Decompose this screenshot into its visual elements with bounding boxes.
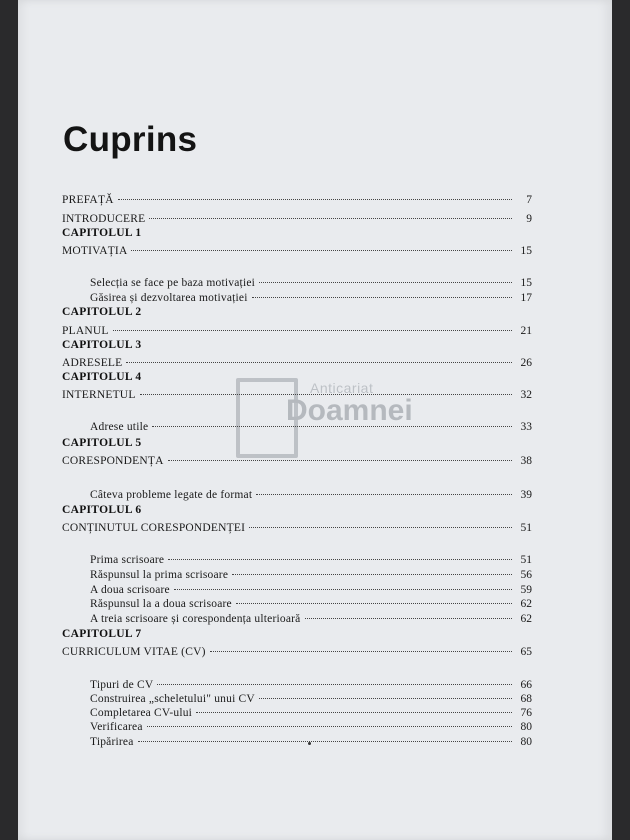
toc-entry-page-number: 68 bbox=[520, 693, 532, 705]
book-page bbox=[18, 0, 612, 840]
toc-entry-label: Verificarea bbox=[90, 721, 143, 733]
dot-leader bbox=[147, 714, 512, 727]
dot-leader bbox=[118, 187, 512, 200]
toc-entry bbox=[90, 288, 532, 304]
toc-entry-page-number: 38 bbox=[520, 455, 532, 467]
toc-entry-label: CONȚINUTUL CORESPONDENȚEI bbox=[62, 522, 246, 534]
toc-entry-label: Completarea CV-ului bbox=[90, 707, 193, 719]
dot-leader bbox=[259, 686, 512, 699]
toc-entry-label: Câteva probleme legate de format bbox=[90, 489, 253, 501]
toc-entry bbox=[62, 190, 532, 206]
chapter-heading: CAPITOLUL 4 bbox=[62, 371, 142, 383]
watermark-big-text: Doamnei bbox=[286, 394, 413, 427]
toc-entry-label: CORESPONDENȚA bbox=[62, 455, 164, 467]
dot-leader bbox=[157, 672, 512, 685]
toc-entry-page-number: 62 bbox=[520, 598, 532, 610]
toc-entry-page-number: 65 bbox=[520, 646, 532, 658]
toc-entry-page-number: 62 bbox=[520, 613, 532, 625]
dot-leader bbox=[259, 270, 512, 283]
dot-leader bbox=[210, 639, 512, 652]
toc-entry bbox=[62, 209, 532, 225]
dot-leader bbox=[149, 206, 512, 219]
toc-entry-label: Răspunsul la prima scrisoare bbox=[90, 569, 229, 581]
toc-entry-label: PREFAȚĂ bbox=[62, 194, 114, 206]
toc-entry-page-number: 56 bbox=[520, 569, 532, 581]
dot-leader bbox=[232, 562, 512, 575]
dot-leader bbox=[252, 285, 512, 298]
dot-leader bbox=[174, 577, 512, 590]
dot-leader bbox=[256, 482, 512, 495]
toc-entry-page-number: 15 bbox=[520, 277, 532, 289]
toc-entry-label: Găsirea și dezvoltarea motivației bbox=[90, 292, 248, 304]
toc-entry-label: Selecția se face pe baza motivației bbox=[90, 277, 256, 289]
dot-leader bbox=[305, 606, 513, 619]
page-title: Cuprins bbox=[63, 120, 198, 159]
toc-entry-page-number: 26 bbox=[520, 357, 532, 369]
toc-entry bbox=[62, 451, 532, 467]
chapter-heading: CAPITOLUL 1 bbox=[62, 227, 142, 239]
toc-entry bbox=[90, 732, 532, 748]
toc-entry bbox=[62, 321, 532, 337]
toc-entry-page-number: 59 bbox=[520, 584, 532, 596]
toc-entry-page-number: 80 bbox=[520, 736, 532, 748]
toc-entry-page-number: 15 bbox=[520, 245, 532, 257]
toc-entry bbox=[90, 485, 532, 501]
toc-entry bbox=[90, 417, 532, 433]
toc-entry-page-number: 76 bbox=[520, 707, 532, 719]
watermark-small-text: Anticariat bbox=[310, 380, 374, 396]
toc-entry-label: CURRICULUM VITAE (CV) bbox=[62, 646, 206, 658]
toc-entry-label: Tipărirea bbox=[90, 736, 134, 748]
toc-entry bbox=[62, 385, 532, 401]
toc-entry-label: INTERNETUL bbox=[62, 389, 136, 401]
toc-entry-label: Adrese utile bbox=[90, 421, 149, 433]
dot-leader bbox=[168, 448, 512, 461]
chapter-heading: CAPITOLUL 3 bbox=[62, 339, 142, 351]
toc-entry-label: A doua scrisoare bbox=[90, 584, 170, 596]
toc-entry-label: ADRESELE bbox=[62, 357, 123, 369]
dot-leader bbox=[249, 515, 512, 528]
toc-entry bbox=[90, 609, 532, 625]
toc-entry-label: MOTIVAȚIA bbox=[62, 245, 128, 257]
toc-entry-page-number: 17 bbox=[520, 292, 532, 304]
chapter-heading: CAPITOLUL 6 bbox=[62, 504, 142, 516]
toc-entry-page-number: 66 bbox=[520, 679, 532, 691]
toc-entry-label: PLANUL bbox=[62, 325, 109, 337]
chapter-heading: CAPITOLUL 5 bbox=[62, 437, 142, 449]
toc-entry-page-number: 51 bbox=[520, 522, 532, 534]
dot-leader bbox=[140, 382, 512, 395]
toc-entry bbox=[62, 353, 532, 369]
dot-leader bbox=[131, 238, 512, 251]
toc-entry-label: Răspunsul la a doua scrisoare bbox=[90, 598, 232, 610]
toc-entry-page-number: 9 bbox=[526, 213, 532, 225]
dot-leader bbox=[168, 547, 512, 560]
print-speck bbox=[308, 742, 311, 745]
chapter-heading: CAPITOLUL 7 bbox=[62, 628, 142, 640]
toc-entry bbox=[62, 642, 532, 658]
toc-entry-page-number: 33 bbox=[520, 421, 532, 433]
toc-entry-label: A treia scrisoare și corespondența ulterioară bbox=[90, 613, 301, 625]
dot-leader bbox=[138, 729, 512, 742]
toc-entry-page-number: 51 bbox=[520, 554, 532, 566]
chapter-heading: CAPITOLUL 2 bbox=[62, 306, 142, 318]
toc-entry-label: Tipuri de CV bbox=[90, 679, 154, 691]
toc-entry-page-number: 7 bbox=[526, 194, 532, 206]
dot-leader bbox=[113, 318, 512, 331]
toc-entry-page-number: 21 bbox=[520, 325, 532, 337]
toc-entry-page-number: 32 bbox=[520, 389, 532, 401]
dot-leader bbox=[152, 414, 512, 427]
table-of-contents bbox=[18, 0, 612, 840]
toc-entry-label: INTRODUCERE bbox=[62, 213, 146, 225]
toc-entry-label: Construirea „scheletului" unui CV bbox=[90, 693, 255, 705]
toc-entry bbox=[62, 518, 532, 534]
dot-leader bbox=[236, 591, 512, 604]
toc-entry-label: Prima scrisoare bbox=[90, 554, 165, 566]
dot-leader bbox=[126, 350, 512, 363]
dot-leader bbox=[196, 700, 512, 713]
toc-entry-page-number: 80 bbox=[520, 721, 532, 733]
toc-entry bbox=[62, 241, 532, 257]
toc-entry-page-number: 39 bbox=[520, 489, 532, 501]
